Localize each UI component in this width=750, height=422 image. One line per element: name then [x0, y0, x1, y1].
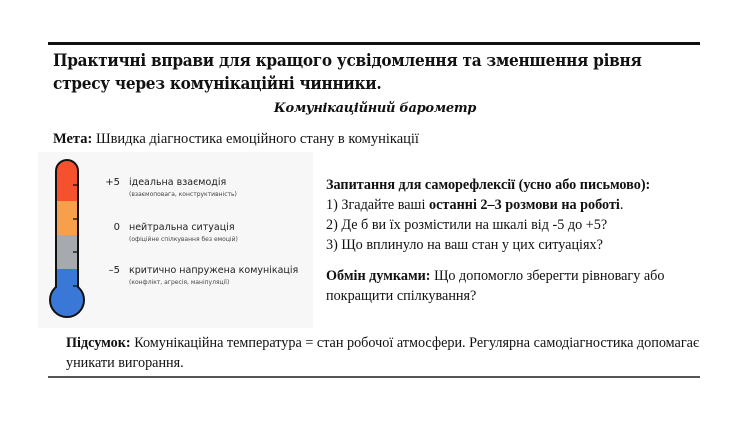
exchange-text: Що допомогло зберегти рівновагу або покращити спілкування?: [326, 268, 665, 304]
summary-label: Підсумок:: [66, 335, 131, 351]
section-subtitle: Комунікаційний барометр: [273, 101, 477, 116]
question-1-prefix: 1) Згадайте ваші: [326, 197, 429, 213]
question-1-emphasis: останні 2–3 розмови на роботі: [428, 197, 620, 213]
thermo-segment-top: [56, 160, 78, 201]
goal-label: Мета:: [53, 131, 93, 147]
top-rule: [48, 42, 700, 45]
question-1-suffix: .: [619, 197, 624, 213]
barometer-image: [38, 152, 313, 328]
scale-note: (офіційне спілкування без емоцій): [129, 236, 238, 243]
scale-label: ідеальна взаємодія: [129, 177, 227, 188]
exchange-label: Обмін думками:: [326, 268, 431, 284]
scale-note: (конфлікт, агресія, маніпуляції): [129, 279, 230, 286]
question-1: [326, 195, 650, 215]
thermo-segment-upper-mid: [56, 201, 78, 235]
question-2: 2) Де б ви їх розмістили на шкалі від -5 до +5?: [326, 217, 608, 233]
goal-line: [53, 131, 419, 148]
scale-note: (взаємоповага, конструктивність): [129, 191, 237, 198]
goal-text: Швидка діагностика емоційного стану в комунікації: [92, 131, 419, 147]
scale-value: 0: [113, 222, 120, 233]
question-3: 3) Що вплинуло на ваш стан у цих ситуаціях?: [326, 237, 603, 253]
bottom-rule: [48, 376, 700, 378]
exchange-paragraph: [326, 266, 676, 306]
scale-value: –5: [108, 265, 120, 276]
summary-text: Комунікаційна температура = стан робочої атмосфери. Регулярна самодіагностика допомагає уникати вигорання.: [66, 335, 700, 371]
scale-label: нейтральна ситуація: [129, 222, 235, 233]
summary-paragraph: [66, 333, 706, 373]
scale-label: критично напружена комунікація: [129, 265, 299, 276]
page-title: Практичні вправи для кращого усвідомлення та зменшення рівня стресу через комунікаційні чинники.: [53, 51, 642, 93]
reflection-questions: [326, 175, 650, 255]
reflection-heading: Запитання для саморефлексії (усно або письмово):: [326, 177, 651, 193]
scale-value: +5: [105, 177, 120, 188]
